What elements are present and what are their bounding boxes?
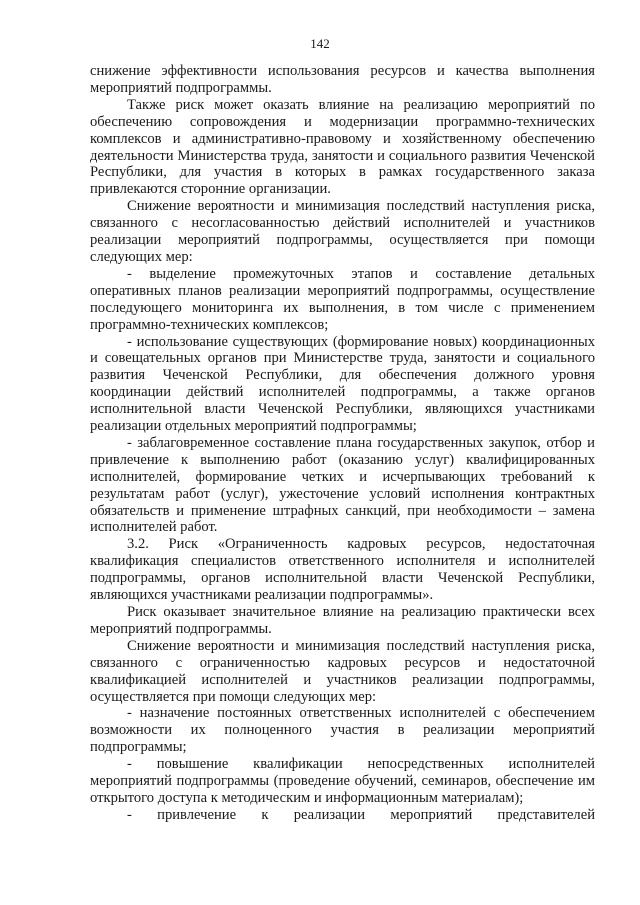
paragraph: снижение эффективности использования ресурсов и качества выполнения мероприятий подпрограммы. bbox=[90, 63, 595, 96]
paragraph: Также риск может оказать влияние на реализацию мероприятий по обеспечению сопровождения и модернизации программно-технических комплексов и административно-правовому и хозяйственному обеспечению деятельности Министерства труда, занятости и социального развития Чеченской Республики, для участия в которых в рамках государственного заказа привлекаются сторонние организации. bbox=[90, 96, 595, 198]
document-body bbox=[90, 63, 595, 824]
list-item: - повышение квалификации непосредственных исполнителей мероприятий подпрограммы (проведение обучений, семинаров, обеспечение им открытого доступа к методическим и информационным материалам); bbox=[90, 756, 595, 806]
list-item: - назначение постоянных ответственных исполнителей с обеспечением возможности их полноценного участия в реализации мероприятий подпрограммы; bbox=[90, 705, 595, 756]
paragraph: Риск оказывает значительное влияние на реализацию практически всех мероприятий подпрограммы. bbox=[90, 604, 595, 637]
list-item: - заблаговременное составление плана государственных закупок, отбор и привлечение к выполнению работ (оказанию услуг) квалифицированных исполнителей, формирование четких и исчерпывающих требований к результатам работ (услуг), ужесточение условий исполнения контрактных обязательств и применение штрафных санкций, при необходимости – замена исполнителей работ. bbox=[90, 434, 595, 536]
page-number: 142 bbox=[310, 36, 330, 51]
list-item: - выделение промежуточных этапов и составление детальных оперативных планов реализации мероприятий подпрограммы, осуществление последующего мониторинга их выполнения, в том числе с применением программно-технических комплексов; bbox=[90, 265, 595, 333]
paragraph: Снижение вероятности и минимизация последствий наступления риска, связанного с несогласованностью действий исполнителей и участников реализации мероприятий подпрограммы, осуществляется при помощи следующих мер: bbox=[90, 198, 595, 265]
paragraph: Снижение вероятности и минимизация последствий наступления риска, связанного с ограниченностью кадровых ресурсов и недостаточной квалификацией исполнителей и участников реализации подпрограммы, осуществляется при помощи следующих мер: bbox=[90, 637, 595, 705]
list-item: - привлечение к реализации мероприятий представителей bbox=[127, 806, 595, 823]
section-heading-paragraph: 3.2. Риск «Ограниченность кадровых ресурсов, недостаточная квалификация специалистов ответственного исполнителя и исполнителей подпрограммы, органов исполнительной власти Чеченской Республики, являющихся участниками реализации подпрограммы». bbox=[90, 536, 595, 604]
list-item: - использование существующих (формирование новых) координационных и совещательных органов при Министерстве труда, занятости и социального развития Чеченской Республики, для обеспечения должного уровня координации действий исполнителей подпрограммы, а также органов исполнительной власти Чеченской Республики, являющихся участниками реализации отдельных мероприятий подпрограммы; bbox=[90, 333, 595, 435]
